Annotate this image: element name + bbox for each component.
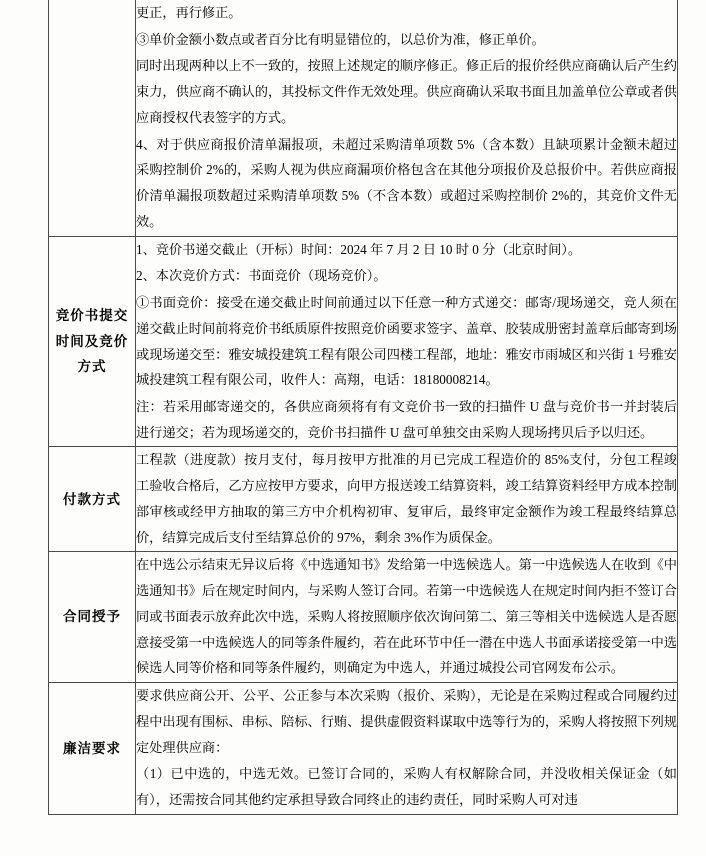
paragraph: 注：若采用邮寄递交的，各供应商须将有有文竞价书一致的扫描件 U 盘与竞价书一并封装后进行递交；若为现场递交的，竞价书扫描件 U 盘可单独交由采购人现场拷贝后予以归还。 bbox=[136, 399, 677, 440]
paragraph: 2、本次竞价方式：书面竞价（现场竞价）。 bbox=[136, 268, 387, 284]
row-label-line: 时间及竞价 bbox=[55, 333, 129, 349]
row-label-line: 方式 bbox=[77, 359, 107, 375]
row-body-cell-0 bbox=[136, 0, 678, 236]
paragraph: 同时出现两种以上不一致的，按照上述规定的顺序修正。修正后的报价经供应商确认后产生约束力，供应商不确认的，其投标文件作无效处理。供应商确认采取书面且加盖单位公章或者供应商授权代表签字的方式。 bbox=[136, 58, 677, 125]
row-label-cell-integrity bbox=[49, 683, 136, 815]
table-row bbox=[49, 552, 678, 683]
paragraph: 更正，再行修正。 bbox=[136, 5, 242, 20]
paragraph: 1、竞价书递交截止（开标）时间：2024 年 7 月 2 日 10 时 0 分（北京时间）。 bbox=[136, 241, 582, 257]
table-row bbox=[49, 683, 678, 815]
row-label-cell-0 bbox=[49, 0, 136, 236]
paragraph: 4、对于供应商报价清单漏报项，未超过采购清单项数 5%（含本数）且缺项累计金额未超过采购控制价 2%的，采购人视为供应商漏项价格包含在其他分项报价及总报价中。若供应商报价清单漏报项数超过采购清单项数 5%（不含本数）或超过采购控制价 2%的，其竞价文件无效。 bbox=[136, 136, 677, 229]
row-label-line: 付款方式 bbox=[63, 491, 121, 507]
paragraph: 工程款（进度款）按月支付，每月按甲方批准的月已完成工程造价的 85%支付，分包工程竣工验收合格后，乙方应按甲方要求，向甲方报送竣工结算资料，竣工结算资料经甲方成本控制部审核或经甲方抽取的第三方中介机构初审、复审后，最终审定金额作为竣工程最终结算总价，结算完成后支付至结算总价的 97%，剩余 3%作为质保金。 bbox=[136, 452, 677, 545]
row-label-line: 竞价书提交 bbox=[55, 308, 129, 324]
paragraph: 在中选公示结束无异议后将《中选通知书》发给第一中选候选人。第一中选候选人在收到《中选通知书》后在规定时间内，与采购人签订合同。若第一中选候选人在规定时间内拒不签订合同或书面表示放弃此次中选，采购人将按照顺序依次询问第二、第三等相关中选候选人是否愿意接受第一中选候选人的同等条件履约，若在此环节中任一潜在中选人书面承诺接受第一中选候选人同等价格和同等条件履约，则确定为中选人，并通过城投公司官网发布公示。 bbox=[136, 557, 677, 676]
paragraph: ①书面竞价：接受在递交截止时间前通过以下任意一种方式递交：邮寄/现场递交，竞人须在递交截止时间前将竞价书纸质原件按照竞价函要求签字、盖章、胶装成册密封盖章后邮寄到场或现场递交至：雅安城投建筑工程有限公司四楼工程部，地址：雅安市雨城区和兴街 1 号雅安城投建筑工程有限公司，收件人：高翔，电话：18180008214。 bbox=[136, 295, 677, 388]
paragraph: 要求供应商公开、公平、公正参与本次采购（报价、采购），无论是在采购过程或合同履约过程中出现有围标、串标、陪标、行贿、提供虚假资料谋取中选等行为的，采购人将按照下列规定处理供应商： bbox=[136, 688, 677, 755]
paragraph: ③单价金额小数点或者百分比有明显错位的，以总价为准，修正单价。 bbox=[136, 31, 545, 47]
row-body-cell-integrity bbox=[136, 683, 678, 815]
contract-terms-table bbox=[48, 0, 678, 815]
row-label-line: 合同授予 bbox=[63, 609, 121, 625]
row-label-cell-payment bbox=[49, 447, 136, 552]
row-label-cell-contract-award bbox=[49, 552, 136, 683]
table-row bbox=[49, 0, 678, 236]
paragraph: （1）已中选的，中选无效。已签订合同的，采购人有权解除合同，并没收相关保证金（如有），还需按合同其他约定承担导致合同终止的违约责任，同时采购人可对违 bbox=[136, 766, 677, 808]
row-body-cell-bid-submission bbox=[136, 236, 678, 447]
row-label-cell-bid-submission bbox=[49, 236, 136, 447]
row-body-cell-contract-award bbox=[136, 552, 678, 683]
row-label-line: 廉洁要求 bbox=[63, 740, 121, 756]
table-row bbox=[49, 447, 678, 552]
table-row bbox=[49, 236, 678, 447]
row-body-cell-payment bbox=[136, 447, 678, 552]
